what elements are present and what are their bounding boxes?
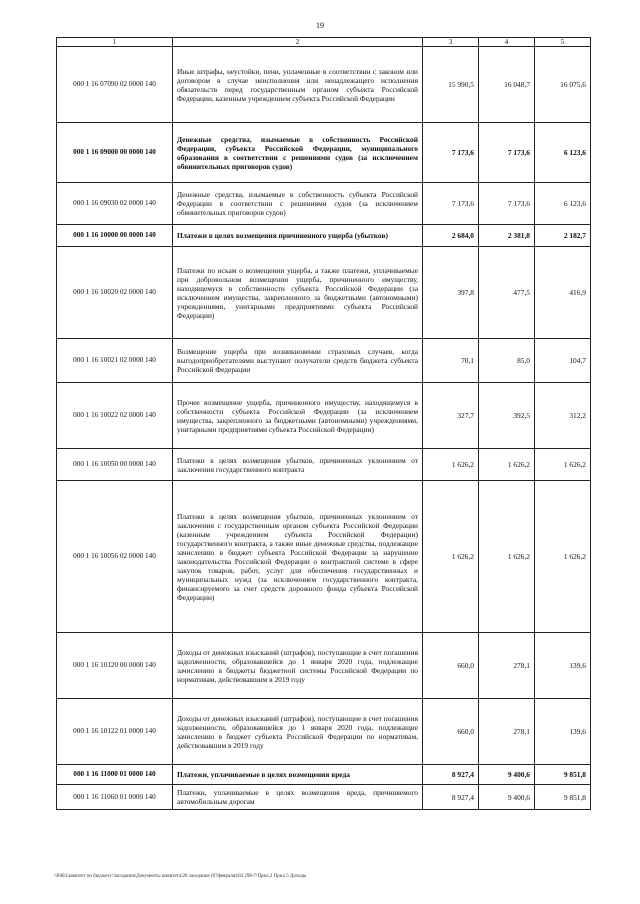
value-col3-cell: 15 990,5 (423, 47, 479, 123)
table-row (57, 225, 591, 247)
value-col5-cell: 312,2 (535, 383, 591, 449)
value-col4-cell: 278,1 (479, 699, 535, 765)
revenue-name-cell: Иные штрафы, неустойки, пени, уплаченные в соответствии с законом или договором в случае неисполнения или ненадлежащего исполнения обязательств перед государственным органом субъекта Российской Федерации, казенным учреждением субъекта Российской Федерации (173, 47, 423, 123)
revenue-name-cell: Денежные средства, изымаемые в собственность Российской Федерации, субъекта Российской Федерации, муниципального образования в соответствии с решениями судов (за исключением обвинительных приговоров судов) (173, 123, 423, 183)
budget-code-cell: 000 1 16 10000 00 0000 140 (57, 225, 173, 247)
value-col3-cell: 7 173,6 (423, 123, 479, 183)
value-col5-cell: 139,6 (535, 633, 591, 699)
value-col3-cell: 397,8 (423, 247, 479, 339)
value-col5-cell: 6 123,6 (535, 183, 591, 225)
table-row (57, 785, 591, 810)
column-header-3: 3 (423, 38, 479, 47)
value-col3-cell: 660,0 (423, 699, 479, 765)
value-col5-cell: 416,9 (535, 247, 591, 339)
value-col3-cell: 1 626,2 (423, 449, 479, 481)
table-row (57, 183, 591, 225)
value-col3-cell: 660,0 (423, 633, 479, 699)
revenue-name-cell: Платежи в целях возмещения убытков, причиненных уклонением от заключения государственного контракта (173, 449, 423, 481)
budget-code-cell: 000 1 16 11060 01 0000 140 (57, 785, 173, 810)
table-header-row (57, 38, 591, 47)
revenue-name-cell: Денежные средства, изымаемые в собственность субъекта Российской Федерации в соответствии с решениями судов (за исключением обвинительных приговоров судов) (173, 183, 423, 225)
value-col4-cell: 9 400,6 (479, 765, 535, 785)
table-row (57, 339, 591, 383)
budget-code-cell: 000 1 16 07090 02 0000 140 (57, 47, 173, 123)
value-col4-cell: 2 381,8 (479, 225, 535, 247)
budget-code-cell: 000 1 16 11000 01 0000 140 (57, 765, 173, 785)
revenue-name-cell: Доходы от денежных взысканий (штрафов), поступающие в счет погашения задолженности, образовавшейся до 1 января 2020 года, подлежащие зачислению в бюджеты бюджетной системы Российской Федерации по нормативам, действовавшим в 2019 году (173, 633, 423, 699)
value-col4-cell: 7 173,6 (479, 123, 535, 183)
table-row (57, 47, 591, 123)
value-col3-cell: 7 173,6 (423, 183, 479, 225)
column-header-4: 4 (479, 38, 535, 47)
value-col3-cell: 8 927,4 (423, 785, 479, 810)
budget-code-cell: 000 1 16 10050 00 0000 140 (57, 449, 173, 481)
revenue-table (56, 37, 591, 810)
value-col5-cell: 104,7 (535, 339, 591, 383)
revenue-name-cell: Доходы от денежных взысканий (штрафов), поступающие в счет погашения задолженности, образовавшейся до 1 января 2020 года, подлежащие зачислению в бюджет субъекта Российской Федерации по нормативам, действовавшим в 2019 году (173, 699, 423, 765)
table-row (57, 383, 591, 449)
budget-code-cell: 000 1 16 10122 01 0000 140 (57, 699, 173, 765)
table-row (57, 481, 591, 633)
revenue-name-cell: Платежи, уплачиваемые в целях возмещения вреда (173, 765, 423, 785)
revenue-name-cell: Платежи в целях возмещения причиненного ущерба (убытков) (173, 225, 423, 247)
budget-code-cell: 000 1 16 10056 02 0000 140 (57, 481, 173, 633)
column-header-5: 5 (535, 38, 591, 47)
value-col4-cell: 1 626,2 (479, 481, 535, 633)
budget-code-cell: 000 1 16 10020 02 0000 140 (57, 247, 173, 339)
value-col5-cell: 6 123,6 (535, 123, 591, 183)
value-col5-cell: 139,6 (535, 699, 591, 765)
value-col5-cell: 2 182,7 (535, 225, 591, 247)
revenue-name-cell: Прочее возмещение ущерба, причиненного имуществу, находящемуся в собственности субъекта Российской Федерации (за исключением имущества, закрепленного за бюджетными (автономными) учреждениями, унитарными предприятиями субъекта Российской Федерации) (173, 383, 423, 449)
budget-code-cell: 000 1 16 09000 00 0000 140 (57, 123, 173, 183)
value-col5-cell: 1 626,2 (535, 449, 591, 481)
budget-code-cell: 000 1 16 10022 02 0000 140 (57, 383, 173, 449)
value-col4-cell: 392,5 (479, 383, 535, 449)
budget-code-cell: 000 1 16 10120 00 0000 140 (57, 633, 173, 699)
value-col5-cell: 9 851,8 (535, 785, 591, 810)
revenue-name-cell: Платежи по искам о возмещении ущерба, а также платежи, уплачиваемые при добровольном возмещении ущерба, причиненного имуществу, находящемуся в собственности субъекта Российской Федерации (за исключением имущества, закрепленного за бюджетными (автономными) учреждениями, унитарными предприятиями субъекта Российской Федерации) (173, 247, 423, 339)
page-number: 19 (316, 21, 324, 30)
table-row (57, 449, 591, 481)
budget-code-cell: 000 1 16 09030 02 0000 140 (57, 183, 173, 225)
value-col4-cell: 1 626,2 (479, 449, 535, 481)
revenue-name-cell: Платежи в целях возмещения убытков, причиненных уклонением от заключения с государственным органом субъекта Российской Федерации (казенным учреждением субъекта Российской Федерации) государственного контракта, а также иные денежные средства, подлежащие зачислению в бюджет субъекта Российской Федерации за нарушение законодательства Российской Федерации о контрактной системе в сфере закупок товаров, работ, услуг для обеспечения государственных и муниципальных нужд (за исключением государственного контракта, финансируемого за счет средств дорожного фонда субъекта Российской Федерации) (173, 481, 423, 633)
value-col5-cell: 1 626,2 (535, 481, 591, 633)
revenue-name-cell: Возмещение ущерба при возникновении страховых случаев, когда выгодоприобретателями выступают получатели средств бюджета субъекта Российской Федерации (173, 339, 423, 383)
document-path-footer: \\Pd03\комитет по бюджету\Заседания\Документы комитета\28 заседание (07февраля)\03 298-7\Прил.2 Прил 5 Доходы (54, 874, 307, 879)
revenue-name-cell: Платежи, уплачиваемые в целях возмещения вреда, причиняемого автомобильным дорогам (173, 785, 423, 810)
budget-code-cell: 000 1 16 10021 02 0000 140 (57, 339, 173, 383)
value-col4-cell: 9 400,6 (479, 785, 535, 810)
table-row (57, 247, 591, 339)
value-col5-cell: 16 075,6 (535, 47, 591, 123)
table-row (57, 123, 591, 183)
value-col4-cell: 477,5 (479, 247, 535, 339)
table-row (57, 633, 591, 699)
value-col4-cell: 85,0 (479, 339, 535, 383)
value-col4-cell: 278,1 (479, 633, 535, 699)
column-header-2: 2 (173, 38, 423, 47)
value-col3-cell: 327,7 (423, 383, 479, 449)
value-col4-cell: 7 173,6 (479, 183, 535, 225)
column-header-1: 1 (57, 38, 173, 47)
value-col3-cell: 2 684,0 (423, 225, 479, 247)
value-col5-cell: 9 851,8 (535, 765, 591, 785)
table-row (57, 699, 591, 765)
table-row (57, 765, 591, 785)
value-col4-cell: 16 048,7 (479, 47, 535, 123)
value-col3-cell: 70,1 (423, 339, 479, 383)
value-col3-cell: 1 626,2 (423, 481, 479, 633)
value-col3-cell: 8 927,4 (423, 765, 479, 785)
